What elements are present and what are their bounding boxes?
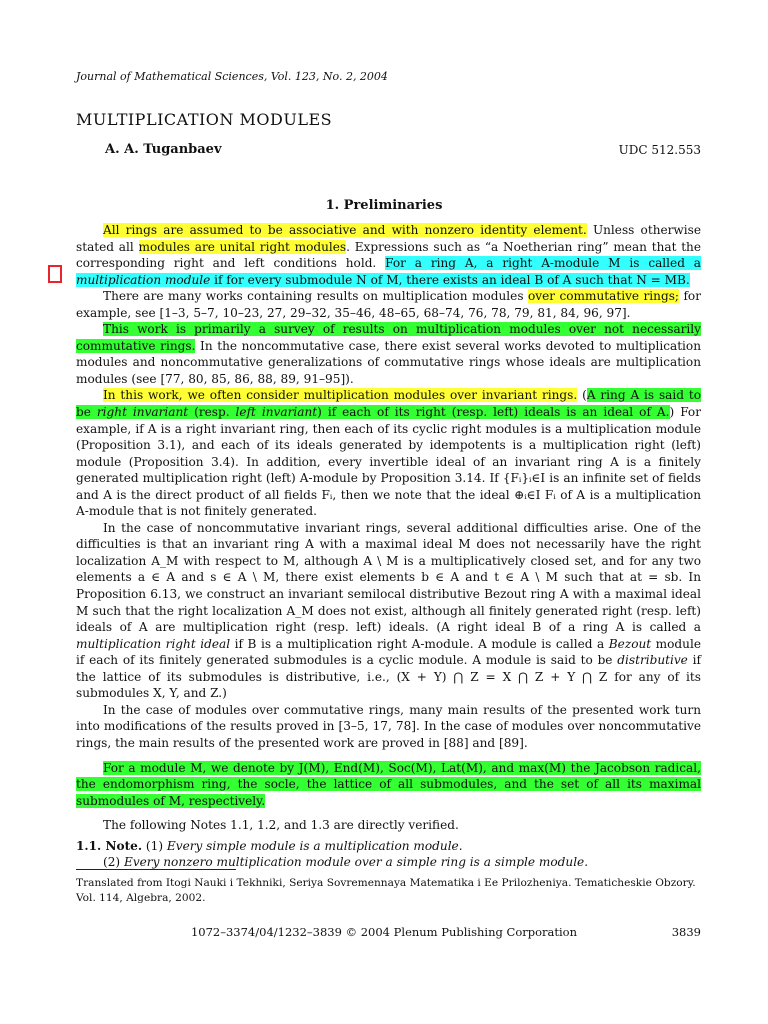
text: if B is a multiplication right A-module. A module is called a — [230, 636, 609, 651]
note-label: 1.1. Note. — [76, 838, 143, 853]
text: In the case of noncommutative invariant rings, several additional difficulties arise. One of the difficulties is that an invariant ring A with a maximal ideal M does not necessarily have the right localization A_M with respect to M, although A \ M is a multiplicatively closed set, and for any two elements a ∈ A and s ∈ A \ M, there exist elements b ∈ A and t ∈ A \ M such that at = sb. In Proposition 6.13, we construct an invariant semilocal distributive Bezout ring A with a maximal ideal M such that the right localization A_M does not exist, although all finitely generated right (resp. left) ideals of A are multiplication right (resp. left) ideals. (A right ideal B of a ring A is called a — [76, 520, 701, 635]
text: In the case of modules over commutative rings, many main results of the presented work turn into modifications of the results proved in [3–5, 17, 78]. In the case of modules over noncommutative rings, the main results of the presented work are proved in [88] and [89]. — [76, 702, 701, 750]
text: for example, see [1–3, 5–7, 10–23, 27, 29–32, 35–46, 48–65, 68–74, 76, 78, 79, 81, 84, 96, 97]. — [76, 289, 701, 320]
paragraph-3 — [76, 321, 701, 387]
article-body — [76, 222, 701, 871]
section-heading: 1. Preliminaries — [325, 198, 443, 213]
journal-header: Journal of Mathematical Sciences, Vol. 123, No. 2, 2004 — [76, 70, 388, 83]
udc-code: UDC 512.553 — [618, 143, 701, 157]
text: The following Notes 1.1, 1.2, and 1.3 are directly verified. — [103, 818, 459, 833]
paragraph-7 — [76, 760, 701, 810]
term: multiplication right ideal — [76, 636, 231, 651]
paragraph-4 — [76, 387, 701, 519]
publisher-line: 1072–3374/04/1232–3839 © 2004 Plenum Publishing Corporation — [190, 925, 578, 939]
highlight-yellow[interactable]: All rings are assumed to be associative and with nonzero identity element. — [103, 223, 587, 237]
text: (resp. — [188, 405, 236, 420]
text: Unless otherwise stated all — [76, 223, 702, 254]
highlight-green[interactable]: For a module M, we denote by J(M), End(M), Soc(M), Lat(M), and max(M) the Jacobson radical, the endomorphism ring, the socle, the lattice of all submodules, and the set of all its maximal submodules of M, respectively. — [76, 760, 701, 808]
text: . Expressions such as “a Noetherian ring” mean that the corresponding right and left conditions hold. — [76, 239, 701, 271]
term: right invariant — [96, 405, 189, 420]
footnote-rule — [76, 869, 236, 870]
paragraph-5 — [76, 520, 701, 702]
text: There are many works containing results on multiplication modules — [103, 289, 528, 304]
highlight-yellow[interactable]: over commutative rings; — [527, 289, 679, 304]
highlight-yellow[interactable]: In this work, we often consider multiplication modules over invariant rings. — [103, 388, 578, 403]
text: In the noncommutative case, there exist several works devoted to multiplication modules and noncommutative generalizations of commutative rings whose ideals are multiplication modules (see [77, 80, 85, 86, 88, 89, 91–95]). — [76, 338, 702, 386]
text: (1) — [142, 838, 167, 853]
paragraph-6 — [76, 702, 701, 752]
text: (2) — [103, 855, 124, 870]
annotation-marker[interactable] — [48, 265, 62, 283]
term: left invariant — [235, 405, 318, 420]
term: Bezout — [608, 636, 652, 651]
page-number: 3839 — [671, 925, 701, 939]
term: multiplication module — [76, 272, 211, 287]
paragraph-1 — [76, 222, 701, 288]
text: For a ring A, a right A-module M is called a — [385, 256, 701, 271]
footnote: Translated from Itogi Nauki i Tekhniki, Seriya Sovremennaya Matematika i Ee Prilozheniya. Tematicheskie Obzory. Vol. 114, Algebra, 2002. — [76, 877, 696, 904]
text: if for every submodule N of M, there exists an ideal B of A such that N = MB. — [210, 272, 690, 287]
text: ) For example, if A is a right invariant ring, then each of its cyclic right modules is a multiplication module (Proposition 3.1), and each of its ideals generated by idempotents is a multiplication right (left) module (Proposition 3.4). In addition, every invertible ideal of an invariant ring A is a finitely generated multiplication right (left) A-module by Proposition 3.14. If {Fᵢ}ᵢ∈I is an infinite set of fields and A is the direct product of all fields Fᵢ, then we note that the ideal ⊕ᵢ∈I Fᵢ of A is a multiplication A-module that is not finitely generated. — [76, 405, 701, 519]
highlight-green[interactable]: This work is primarily a survey of results on multiplication modules over not necessarily commutative rings. — [76, 322, 701, 353]
note-statement: Every nonzero multiplication module over a simple ring is a simple module. — [123, 855, 589, 870]
paragraph-2 — [76, 288, 701, 321]
note-statement: Every simple module is a multiplication module. — [166, 838, 463, 853]
paper-title: MULTIPLICATION MODULES — [76, 110, 333, 129]
text: ( — [577, 388, 587, 403]
highlight-yellow[interactable]: modules are unital right modules — [138, 239, 347, 254]
text: A ring A is said to be — [76, 388, 701, 420]
paragraph-8 — [76, 817, 701, 834]
term: distributive — [617, 653, 688, 668]
note-1-1 — [76, 838, 701, 855]
text: ) if each of its right (resp. left) ideals is an ideal of A. — [317, 405, 670, 420]
author-name: A. A. Tuganbaev — [105, 142, 222, 157]
text: if the lattice of its submodules is distributive, i.e., (X + Y) ⋂ Z = X ⋂ Z + Y ⋂ Z for any of its submodules X, Y, and Z.) — [76, 653, 701, 701]
text: module if each of its finitely generated submodules is a cyclic module. A module is said to be — [76, 636, 701, 668]
